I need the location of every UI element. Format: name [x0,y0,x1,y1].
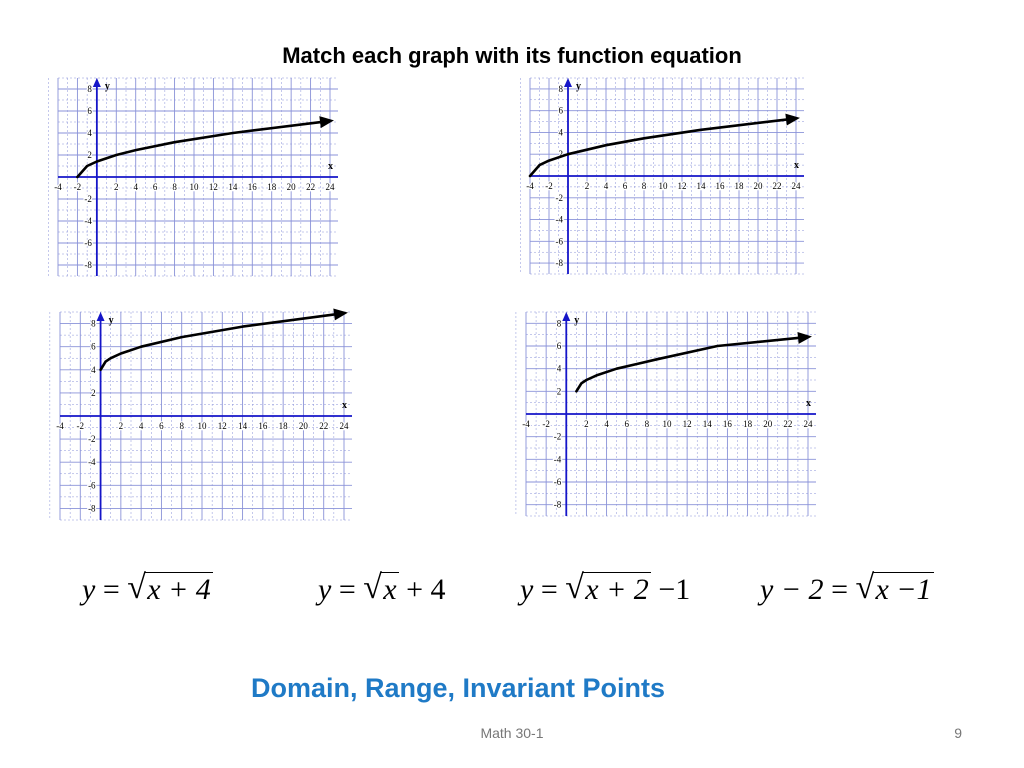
x-tick-label: 16 [715,181,725,191]
x-tick-label: 12 [208,182,218,192]
x-tick-label: 12 [682,419,692,429]
x-tick-label: 6 [159,421,164,431]
x-tick-label: 18 [278,421,288,431]
y-tick-label: -4 [88,457,96,468]
graph-2-plot [526,78,804,274]
x-tick-label: -2 [73,182,82,192]
equation-4 [760,569,934,607]
footer-text: Math 30-1 [480,725,544,741]
graph-1-plot [54,78,338,276]
y-tick-label: 4 [87,128,92,138]
x-tick-label: 4 [604,419,609,429]
y-tick-label: 4 [558,127,563,138]
y-tick-label: 2 [556,386,562,397]
x-axis-label: x [328,161,333,172]
x-tick-label: 24 [339,421,349,431]
y-tick-label: 2 [87,150,92,160]
y-tick-label: 6 [87,106,92,116]
x-tick-label: 10 [658,181,668,191]
y-axis-arrow-icon [93,78,101,87]
curve-arrow-icon [785,114,800,126]
x-tick-label: 18 [734,181,744,191]
x-tick-label: 2 [114,182,119,192]
y-axis-arrow-icon [562,312,570,321]
x-tick-label: -4 [522,419,530,429]
x-tick-label: 22 [319,421,329,431]
x-axis-label: x [806,398,811,409]
x-tick-label: 4 [133,182,138,192]
equation-1 [82,569,213,607]
x-tick-label: 18 [743,419,753,429]
x-tick-label: 10 [189,182,199,192]
x-tick-label: 22 [772,181,782,191]
x-axis-label: x [342,400,347,411]
equation-1-radicand: x + 4 [147,573,211,606]
x-tick-label: 22 [783,419,793,429]
x-tick-label: 14 [702,419,712,429]
x-tick-label: 14 [696,181,706,191]
x-tick-label: 6 [624,419,629,429]
y-tick-label: 8 [91,318,96,329]
equation-4-lhs: y − 2 [760,573,824,606]
y-tick-label: 6 [558,105,563,116]
y-tick-label: -8 [84,260,92,270]
x-tick-label: -2 [76,421,85,431]
y-tick-label: -2 [84,194,92,204]
y-tick-label: -2 [555,192,563,203]
x-tick-label: 10 [197,421,207,431]
x-tick-label: 12 [217,421,227,431]
equation-2-rel: = [331,573,364,606]
y-tick-label: -2 [88,434,96,445]
x-tick-label: 8 [172,182,177,192]
y-tick-label: 8 [556,318,562,329]
x-tick-label: 2 [118,421,124,431]
y-axis-label: y [576,81,581,92]
y-axis-label: y [574,315,580,326]
x-tick-label: 16 [722,419,732,429]
x-tick-label: 16 [258,421,268,431]
graph-2 [526,78,804,274]
y-tick-label: -8 [555,258,563,269]
y-tick-label: 4 [91,364,96,375]
equation-3-radicand: x + 2 [585,573,649,606]
x-tick-label: 16 [247,182,257,192]
y-tick-label: 6 [556,341,562,351]
slide-title: Match each graph with its function equation [282,43,742,68]
x-tick-label: 6 [622,181,628,191]
graph-1 [54,78,338,276]
graph-3 [56,312,352,520]
x-tick-label: -2 [542,419,550,429]
equation-3 [520,569,691,607]
y-tick-label: -4 [84,216,92,226]
y-tick-label: -8 [553,499,562,510]
equation-2-radicand: x [383,573,397,606]
y-tick-label: -6 [84,238,92,248]
x-tick-label: 10 [662,419,672,429]
graph-4-plot [522,312,816,516]
radical: √ x + 4 [127,569,211,606]
section-heading: Domain, Range, Invariant Points [250,673,666,703]
y-axis-arrow-icon [564,78,572,87]
function-curve [77,121,330,177]
x-tick-label: 2 [584,419,589,429]
radical: √ x [363,569,397,606]
radical: √ x −1 [855,569,932,606]
x-tick-label: 8 [179,421,184,431]
x-tick-label: 20 [298,421,308,431]
x-tick-label: 8 [644,419,650,429]
equation-3-rel: = [533,573,566,606]
y-tick-label: -4 [553,454,562,465]
y-tick-label: 2 [558,149,563,160]
y-tick-label: 4 [556,363,562,374]
y-tick-label: 8 [558,83,563,94]
y-tick-label: 6 [91,341,96,352]
x-tick-label: 20 [763,419,773,429]
y-axis-arrow-icon [97,312,105,321]
x-tick-label: 24 [803,419,813,429]
x-tick-label: -2 [545,181,553,191]
x-tick-label: 14 [238,421,248,431]
radical: √ x + 2 [565,569,649,606]
x-tick-label: 24 [325,182,335,192]
x-tick-label: 20 [286,182,296,192]
x-tick-label: 20 [753,181,763,191]
x-tick-label: 14 [228,182,238,192]
x-tick-label: 4 [603,181,609,191]
y-tick-label: 8 [87,84,92,94]
equation-4-radicand: x −1 [875,573,932,606]
x-tick-label: 8 [641,181,647,191]
x-tick-label: -4 [54,182,62,192]
x-tick-label: 12 [677,181,687,191]
x-tick-label: 22 [306,182,316,192]
y-tick-label: -6 [88,480,96,491]
equation-1-rel: = [95,573,128,606]
x-tick-label: 6 [152,182,158,192]
equation-2-tail: + 4 [398,573,446,606]
y-tick-label: -2 [553,431,562,442]
equation-1-lhs: y [82,573,96,606]
x-tick-label: 2 [584,181,590,191]
x-tick-label: 4 [138,421,144,431]
x-tick-label: -4 [526,181,534,191]
equation-2-lhs: y [318,573,332,606]
y-tick-label: 2 [91,387,96,398]
y-axis-label: y [104,81,110,92]
equation-3-tail: −1 [650,573,691,606]
graph-4 [522,312,816,516]
y-tick-label: -8 [88,503,96,514]
equation-3-lhs: y [520,573,534,606]
curve-arrow-icon [333,309,348,321]
equation-2 [318,569,446,607]
y-tick-label: -4 [555,214,563,225]
y-tick-label: -6 [553,477,562,487]
x-axis-label: x [794,160,799,171]
curve-arrow-icon [797,332,812,344]
x-tick-label: 24 [791,181,801,191]
graph-3-plot [56,312,352,520]
equation-4-rel: = [823,573,856,606]
y-tick-label: -6 [555,236,563,247]
y-axis-label: y [108,315,114,326]
x-tick-label: 18 [267,182,277,192]
function-curve [576,337,808,391]
page-number: 9 [954,725,962,741]
x-tick-label: -4 [56,421,64,431]
